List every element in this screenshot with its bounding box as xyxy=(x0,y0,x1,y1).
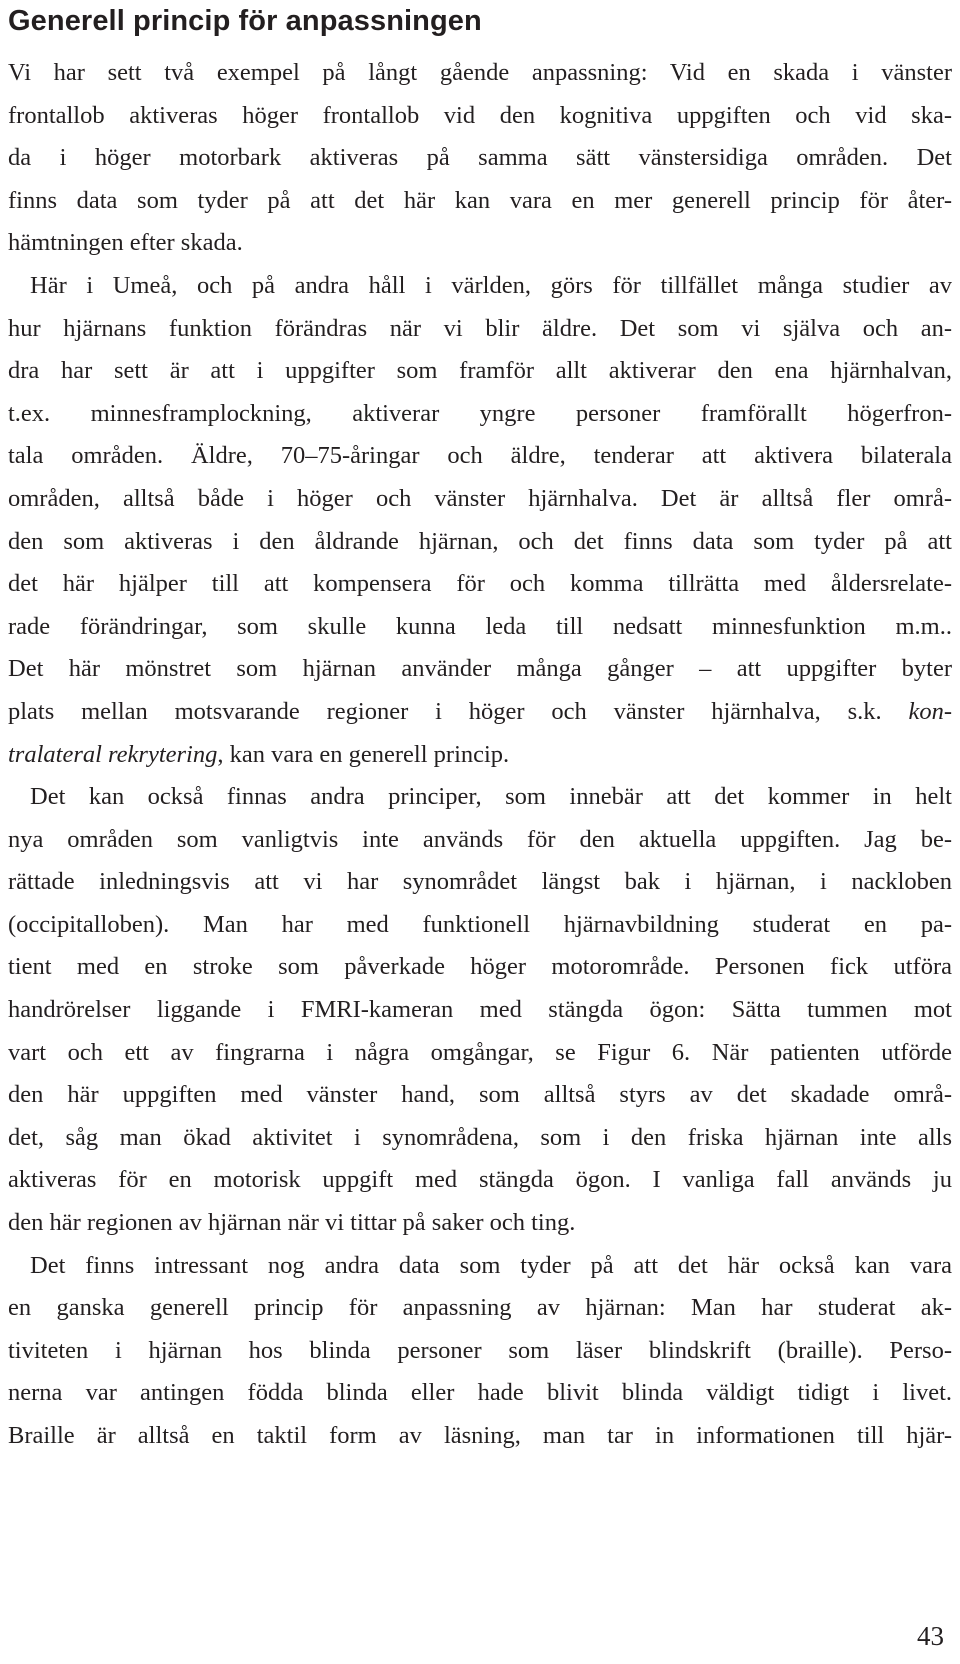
text-line: den som aktiveras i den åldrande hjärnan, och det finns data som tyder på att xyxy=(8,527,952,555)
text-line: finns data som tyder på att det här kan vara en mer generell princip för åter- xyxy=(8,186,952,214)
text-line: dra har sett är att i uppgifter som framför allt aktiverar den ena hjärnhalvan, xyxy=(8,357,952,385)
text-line: t.ex. minnesframplockning, aktiverar yngre personer framförallt högerfron- xyxy=(8,399,952,427)
text-line: tiviteten i hjärnan hos blinda personer som läser blindskrift (braille). Perso- xyxy=(8,1336,952,1364)
text-line: Här i Umeå, och på andra håll i världen, görs för tillfället många studier av xyxy=(30,271,952,299)
text-segment: , kan vara en generell princip. xyxy=(217,740,510,768)
text-line: nya områden som vanligtvis inte används för den aktuella uppgiften. Jag be- xyxy=(8,825,952,853)
text-line: handrörelser liggande i FMRI-kameran med stängda ögon: Sätta tummen mot xyxy=(8,996,952,1024)
text-line: da i höger motorbark aktiveras på samma sätt vänstersidiga områden. Det xyxy=(8,144,952,172)
text-line: Det finns intressant nog andra data som tyder på att det här också kan vara xyxy=(30,1251,952,1279)
text-line: aktiveras för en motorisk uppgift med stängda ögon. I vanliga fall används ju xyxy=(8,1166,952,1194)
text-line: (occipitalloben). Man har med funktionell hjärnavbildning studerat en pa- xyxy=(8,910,952,938)
text-line: en ganska generell princip för anpassning av hjärnan: Man har studerat ak- xyxy=(8,1294,952,1322)
text-line: nerna var antingen födda blinda eller hade blivit blinda väldigt tidigt i livet. xyxy=(8,1379,952,1407)
paragraph-4 xyxy=(8,1245,952,1458)
text-segment: plats mellan motsvarande regioner i höger och vänster hjärnhalva, s.k. xyxy=(8,697,909,725)
text-line: det, såg man ökad aktivitet i synområdena, som i den friska hjärnan inte alls xyxy=(8,1123,952,1151)
page-number: 43 xyxy=(917,1621,944,1651)
italic-term: tralateral rekrytering xyxy=(8,740,218,768)
text-line: Vi har sett två exempel på långt gående anpassning: Vid en skada i vänster xyxy=(8,59,952,86)
text-line: rättade inledningsvis att vi har synområdet längst bak i hjärnan, i nackloben xyxy=(8,868,952,896)
text-line xyxy=(8,734,952,777)
text-line: hämtningen efter skada. xyxy=(8,229,243,257)
text-line: tient med en stroke som påverkade höger motorområde. Personen fick utföra xyxy=(8,953,952,981)
text-line: den här uppgiften med vänster hand, som alltså styrs av det skadade områ- xyxy=(8,1081,952,1109)
text-line: Det här mönstret som hjärnan använder många gånger – att uppgifter byter xyxy=(8,655,952,683)
body-text xyxy=(8,52,952,1458)
book-page xyxy=(8,0,952,1664)
italic-term: kon- xyxy=(908,697,952,725)
text-line: Det kan också finnas andra principer, som innebär att det kommer in helt xyxy=(30,783,952,811)
text-line: tala områden. Äldre, 70–75-åringar och äldre, tenderar att aktivera bilaterala xyxy=(8,442,952,470)
text-line: vart och ett av fingrarna i några omgångar, se Figur 6. När patienten utförde xyxy=(8,1038,952,1066)
paragraph-3 xyxy=(8,776,952,1245)
text-line: den här regionen av hjärnan när vi tittar på saker och ting. xyxy=(8,1209,576,1237)
text-line: det här hjälper till att kompensera för och komma tillrätta med åldersrelate- xyxy=(8,570,952,598)
paragraph-2 xyxy=(8,265,952,776)
text-line: rade förändringar, som skulle kunna leda till nedsatt minnesfunktion m.m.. xyxy=(8,612,952,640)
section-heading: Generell princip för anpassningen xyxy=(8,5,482,37)
text-line: frontallob aktiveras höger frontallob vid den kognitiva uppgiften och vid ska- xyxy=(8,101,952,129)
paragraph-1 xyxy=(8,52,952,265)
text-line: Braille är alltså en taktil form av läsning, man tar in informationen till hjär- xyxy=(8,1422,952,1449)
text-line xyxy=(8,691,952,734)
text-line: hur hjärnans funktion förändras när vi blir äldre. Det som vi själva och an- xyxy=(8,314,952,342)
text-line: områden, alltså både i höger och vänster hjärnhalva. Det är alltså fler områ- xyxy=(8,484,952,512)
